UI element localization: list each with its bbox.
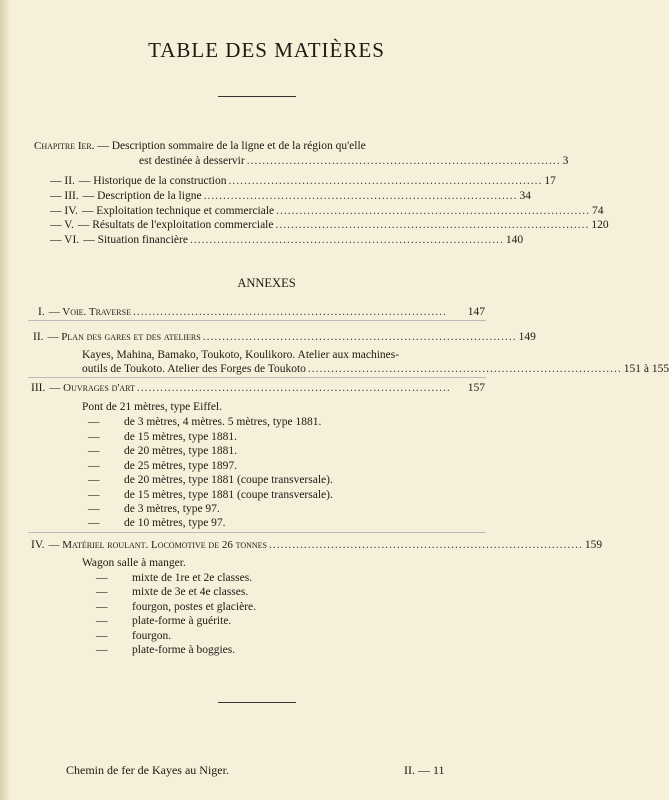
bottom-divider <box>218 702 296 703</box>
annex-entry-2 <box>33 330 536 344</box>
chapter-title: — Situation financière <box>83 234 188 246</box>
annex-entry-1 <box>38 305 485 319</box>
annexes-heading: ANNEXES <box>237 276 296 290</box>
leader-dots: ................................................................................. <box>136 382 451 394</box>
annex-3-item: — de 20 mètres, type 1881. <box>88 445 238 457</box>
annex-3-item: — de 20 mètres, type 1881 (coupe transversale). <box>88 474 333 486</box>
leader-dots: ................................................................................. <box>189 234 504 246</box>
footer-page-number: II. — 11 <box>404 763 445 777</box>
leader-dots: ................................................................................. <box>132 306 447 318</box>
page-number: 3 <box>562 155 569 167</box>
annex-number: II. <box>33 331 44 343</box>
chapter-title: — Résultats de l'exploitation commerciale <box>77 219 274 231</box>
annex-entry-4 <box>31 538 603 552</box>
page-edge-shadow <box>0 0 10 800</box>
annex-number: III. <box>31 382 46 394</box>
chapter-label: — V. <box>50 219 74 231</box>
annex-3-first-item: Pont de 21 mètres, type Eiffel. <box>82 401 222 413</box>
page-number: 147 <box>467 306 485 318</box>
annex-4-item: — fourgon. <box>96 630 172 642</box>
annex-4-item: — plate-forme à boggies. <box>96 644 236 656</box>
page-number: 74 <box>592 205 604 217</box>
toc-entry-chapter-1 <box>34 139 366 153</box>
chapter-label: — II. <box>50 175 75 187</box>
annex-3-item: — de 15 mètres, type 1881. <box>88 431 238 443</box>
annex-4-item: — plate-forme à guérite. <box>96 615 232 627</box>
annex-4-item: — mixte de 1re et 2e classes. <box>96 572 253 584</box>
footer-left: Chemin de fer de Kayes au Niger. <box>66 763 229 777</box>
leader-dots: ................................................................................. <box>246 155 561 167</box>
chapter-label: — III. <box>50 190 79 202</box>
chapter-title: — Exploitation technique et commerciale <box>81 205 275 217</box>
annex-3-item: — de 3 mètres, 4 mètres. 5 mètres, type 1881. <box>88 416 322 428</box>
annex-2-detail-line-2 <box>82 362 669 376</box>
annex-4-item: — mixte de 3e et 4e classes. <box>96 586 249 598</box>
chapter-label: — VI. <box>50 234 80 246</box>
chapter-title: — Description de la ligne <box>82 190 202 202</box>
toc-entry-chapter-3 <box>50 189 531 203</box>
annex-3-item: — de 3 mètres, type 97. <box>88 503 220 515</box>
chapter-title: — Description sommaire de la ligne et de la région qu'elle <box>97 140 366 152</box>
toc-entry-chapter-4 <box>50 204 604 218</box>
annex-title: — Plan des gares et des ateliers <box>47 331 201 343</box>
toc-entry-chapter-2 <box>50 174 556 188</box>
annex-title: — Matériel roulant. Locomotive de 26 tonnes <box>48 539 268 551</box>
toc-entry-chapter-1-cont <box>139 154 569 168</box>
annex-separator <box>28 377 486 378</box>
page-number: 157 <box>467 382 485 394</box>
chapter-title: — Historique de la construction <box>78 175 227 187</box>
leader-dots: ................................................................................. <box>276 205 591 217</box>
leader-dots: ................................................................................. <box>202 331 517 343</box>
annex-3-item: — de 10 mètres, type 97. <box>88 517 226 529</box>
page-number: 140 <box>505 234 524 246</box>
leader-dots: ................................................................................. <box>203 190 518 202</box>
leader-dots: ................................................................................. <box>269 539 583 551</box>
page-number: 159 <box>584 539 603 551</box>
annex-3-item: — de 25 mètres, type 1897. <box>88 460 238 472</box>
annex-title: — Ouvrages d'art <box>49 382 135 394</box>
chapter-label: — IV. <box>50 205 78 217</box>
leader-dots: ................................................................................. <box>275 219 590 231</box>
annex-detail-text: outils de Toukoto. Atelier des Forges de Toukoto <box>82 363 306 375</box>
annex-separator <box>28 320 486 321</box>
page-number: 120 <box>591 219 609 231</box>
toc-entry-chapter-5 <box>50 218 609 232</box>
leader-dots: ................................................................................. <box>307 363 622 375</box>
annex-separator <box>28 532 486 533</box>
page-number: 17 <box>544 175 556 187</box>
annex-3-item: — de 15 mètres, type 1881 (coupe transversale). <box>88 489 333 501</box>
page-number: 34 <box>519 190 531 202</box>
page-title: TABLE DES MATIÈRES <box>148 38 385 62</box>
chapter-label: Chapitre Ier. <box>34 140 95 152</box>
annex-4-item: — fourgon, postes et glacière. <box>96 601 257 613</box>
annex-entry-3 <box>31 381 485 395</box>
page-number: 149 <box>518 331 536 343</box>
toc-entry-chapter-6 <box>50 233 524 247</box>
page-number: 151 à 155 <box>623 363 669 375</box>
title-divider <box>218 96 296 97</box>
leader-dots: ................................................................................. <box>228 175 543 187</box>
annex-4-first-item: Wagon salle à manger. <box>82 557 186 569</box>
annex-number: I. <box>38 306 45 318</box>
chapter-title-cont: est destinée à desservir <box>139 155 245 167</box>
annex-2-detail-line-1: Kayes, Mahina, Bamako, Toukoto, Koulikoro. Atelier aux machines- <box>82 349 400 361</box>
annex-title: — Voie. Traverse <box>48 306 131 318</box>
annex-number: IV. <box>31 539 45 551</box>
